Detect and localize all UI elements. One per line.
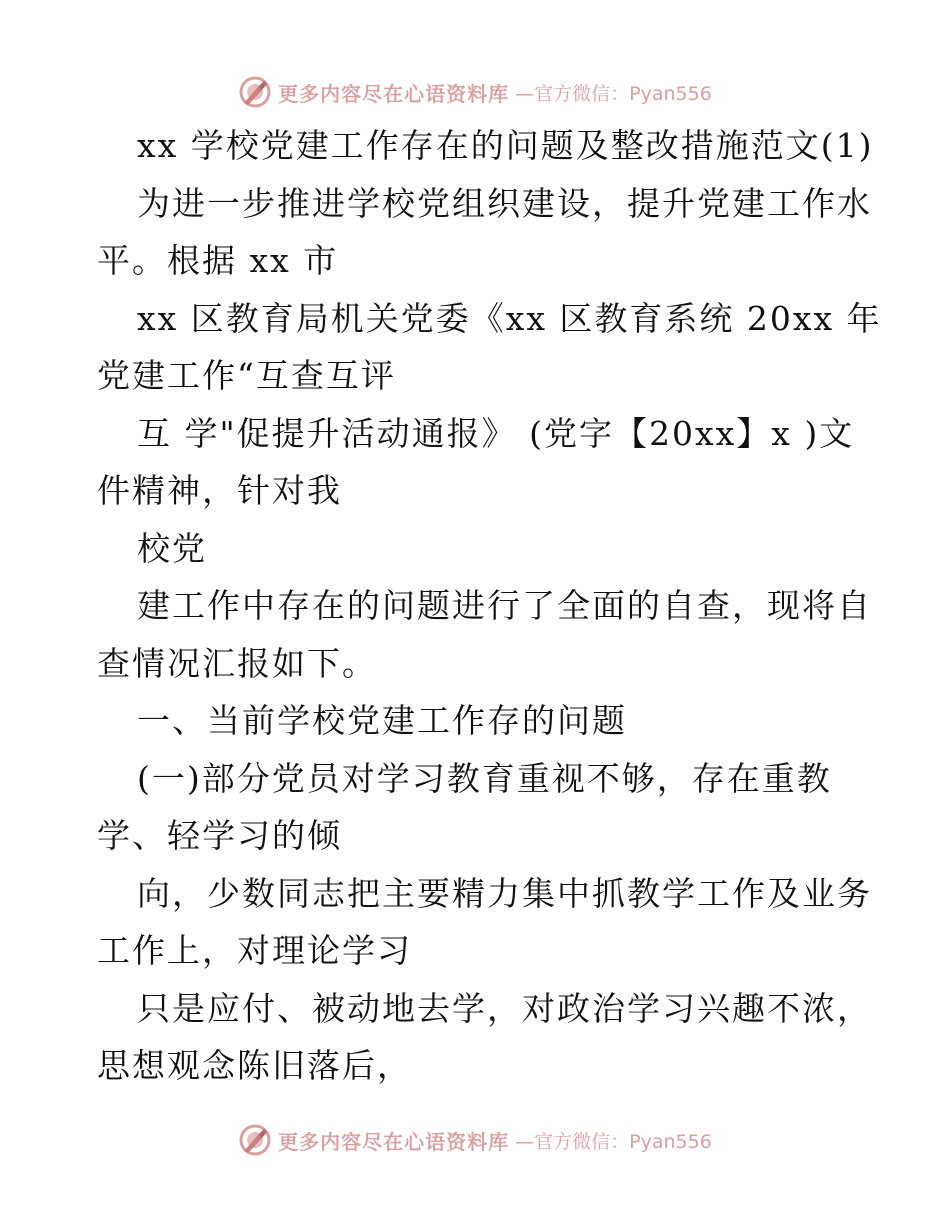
- banner-main-text: 更多内容尽在心语资料库: [278, 81, 510, 106]
- document-line: 为进一步推进学校党组织建设，提升党建工作水: [137, 183, 872, 223]
- document-body: [97, 117, 882, 1095]
- watermark-banner-bottom: [0, 1120, 950, 1160]
- document-line: 工作上，对理论学习: [97, 931, 412, 970]
- pen-logo-icon: [238, 1123, 272, 1157]
- banner-sub-text: —官方微信：Pyan556: [515, 1130, 712, 1153]
- document-line: 校党: [137, 528, 207, 568]
- pen-logo-icon: [238, 75, 272, 109]
- document-line: 一、当前学校党建工作存的问题: [137, 701, 627, 740]
- document-line: 学、轻学习的倾: [97, 816, 342, 855]
- watermark-banner-top: [0, 72, 950, 112]
- banner-main-text: 更多内容尽在心语资料库: [278, 1129, 510, 1154]
- document-line: 平。根据 xx 市: [97, 241, 339, 280]
- document-line: 查情况汇报如下。: [97, 643, 377, 683]
- document-line: 向，少数同志把主要精力集中抓教学工作及业务: [137, 873, 872, 913]
- document-line: 建工作中存在的问题进行了全面的自查，现将自: [137, 586, 872, 625]
- document-line: 件精神，针对我: [97, 471, 342, 510]
- document-line: (一)部分党员对学习教育重视不够，存在重教: [137, 758, 832, 798]
- banner-sub-text: —官方微信：Pyan556: [515, 82, 712, 105]
- document-line: 互 学"促提升活动通报》 (党字【20xx】x )文: [137, 413, 855, 453]
- document-line: xx 区教育局机关党委《xx 区教育系统 20xx 年: [137, 298, 882, 338]
- document-line: 思想观念陈旧落后，: [97, 1046, 412, 1085]
- document-line: xx 学校党建工作存在的问题及整改措施范文(1): [137, 126, 874, 165]
- document-line: 党建工作“互查互评: [97, 356, 396, 395]
- document-line: 只是应付、被动地去学，对政治学习兴趣不浓，: [137, 988, 872, 1028]
